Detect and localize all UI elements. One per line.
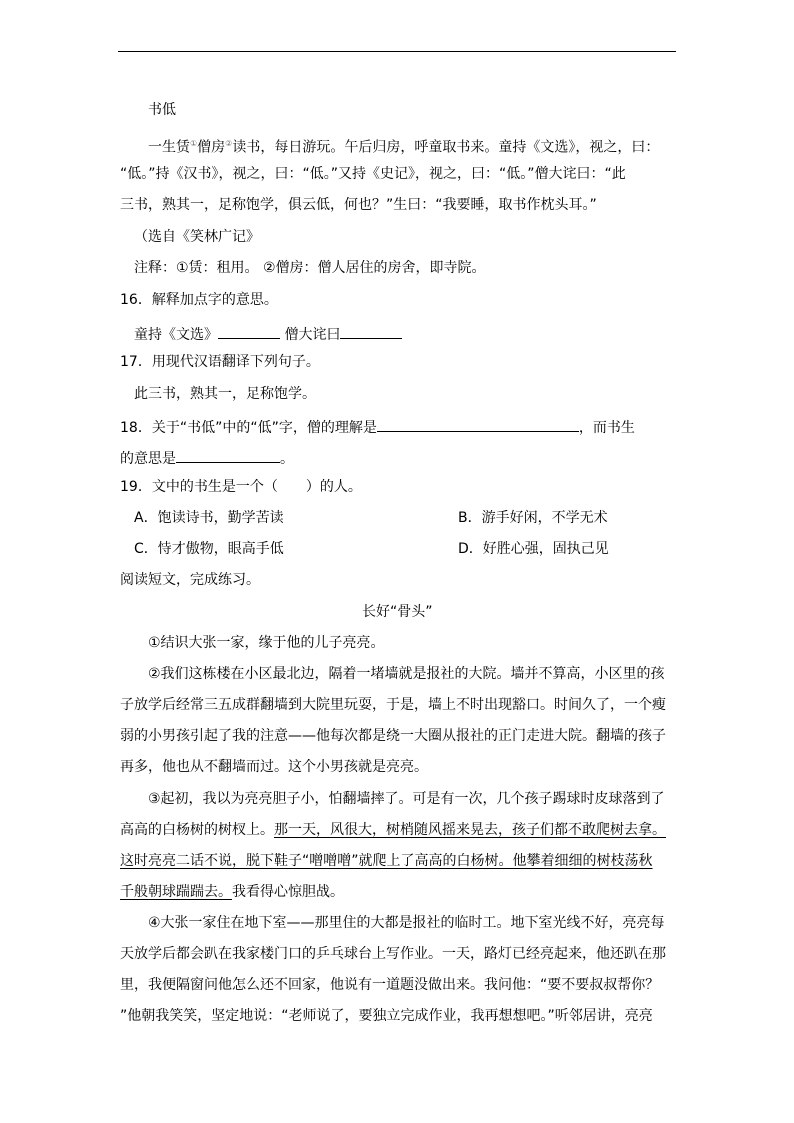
- passage2-para-2-line-3: 弱的小男孩引起了我的注意——他每次都是绕一大圈从报社的正门走进大院。翻墙的孩子: [120, 728, 666, 744]
- q17-sentence: 此三书，熟其一，足称饱学。: [134, 386, 316, 402]
- q18-line-1: 18．关于“书低”中的“低”字，僧的理解是 ，而书生: [120, 415, 635, 438]
- q19-option-d[interactable]: D．好胜心强，固执己见: [458, 541, 609, 557]
- passage2-para-2-line-1: ②我们这栋楼在小区最北边，隔着一堵墙就是报社的大院。墙并不算高，小区里的孩: [148, 666, 665, 682]
- q16-part2: 僧大诧曰: [284, 327, 341, 343]
- q16-part1: 童持《文选》: [134, 327, 218, 343]
- reading-instruction: 阅读短文，完成练习。: [120, 572, 260, 588]
- passage1-line-3: 三书，熟其一，足称饱学，俱云低，何也？”生曰：“我要睡，取书作枕头耳。”: [120, 197, 597, 213]
- q19-option-b[interactable]: B．游手好闲，不学无术: [458, 510, 608, 526]
- q19-option-a[interactable]: A．饱读诗书，勤学苦读: [134, 510, 284, 526]
- passage1-line-1: 一生赁①僧房②读书，每日游玩。午后归房，呼童取书来。童持《文选》，视之，曰：: [148, 139, 660, 156]
- passage1-title: 书低: [148, 102, 176, 118]
- q16-blank-1[interactable]: [218, 322, 280, 339]
- q18-line-2: 的意思是 。: [120, 446, 294, 469]
- passage2-para-4-line-4: ”他朝我笑笑，坚定地说：“老师说了，要独立完成作业，我再想想吧。”听邻居讲，亮亮: [120, 1008, 653, 1024]
- passage2-para-3-line-2: 高高的白杨树的树杈上。那一天，风很大，树梢随风摇来晃去，孩子们都不敢爬树去拿。: [120, 822, 666, 838]
- passage2-para-3-line-1: ③起初，我以为亮亮胆子小，怕翻墙摔了。可是有一次，几个孩子踢球时皮球落到了: [148, 791, 665, 807]
- underlined-sentence-2: 千般朝球踹踹去。: [120, 884, 232, 900]
- q16-blank-2[interactable]: [340, 322, 402, 339]
- passage2-title: 长好“骨头”: [362, 604, 433, 620]
- q18-blank-1[interactable]: [377, 415, 579, 432]
- passage2-para-4-line-2: 天放学后都会趴在我家楼门口的乒乓球台上写作业。一天，路灯已经亮起来，他还趴在那: [120, 946, 666, 962]
- passage2-para-2-line-2: 子放学后经常三五成群翻墙到大院里玩耍，于是，墙上不时出现豁口。时间久了，一个瘦: [120, 697, 666, 713]
- q19-stem: 19．文中的书生是一个（ ）的人。: [120, 479, 362, 495]
- passage1-note: 注释：①赁：租用。 ②僧房：僧人居住的房舍，即寺院。: [134, 260, 486, 276]
- passage2-para-3-line-4: 千般朝球踹踹去。我看得心惊胆战。: [120, 884, 344, 900]
- q16-stem: 16．解释加点字的意思。: [120, 292, 278, 308]
- q19-option-c[interactable]: C．恃才傲物，眼高手低: [134, 541, 284, 557]
- passage2-para-2-line-4: 再多，他也从不翻墙而过。这个小男孩就是亮亮。: [120, 759, 428, 775]
- passage2-para-4-line-3: 里，我便隔窗问他怎么还不回家，他说有一道题没做出来。我问他：“要不要叔叔帮你？: [120, 977, 660, 993]
- q17-stem: 17．用现代汉语翻译下列句子。: [120, 354, 320, 370]
- underlined-sentence-1: 那一天，风很大，树梢随风摇来晃去，孩子们都不敢爬树去拿。: [274, 822, 666, 838]
- q18-blank-2[interactable]: [176, 446, 280, 463]
- passage2-para-1: ①结识大张一家，缘于他的儿子亮亮。: [148, 635, 385, 651]
- passage1-line-2: “低。”持《汉书》，视之，曰：“低。”又持《史记》，视之，曰：“低。”僧大诧曰：“此: [120, 166, 626, 182]
- passage2-para-4-line-1: ④大张一家住在地下室——那里住的大都是报社的临时工。地下室光线不好，亮亮每: [148, 915, 665, 931]
- q16-answer-line: [134, 322, 402, 345]
- header-rule: [118, 51, 676, 52]
- passage2-para-3-line-3: 这时亮亮二话不说，脱下鞋子“噌噌噌”就爬上了高高的白杨树。他攀着细细的树枝荡秋: [120, 853, 653, 869]
- passage1-source: （选自《笑林广记》: [134, 229, 260, 245]
